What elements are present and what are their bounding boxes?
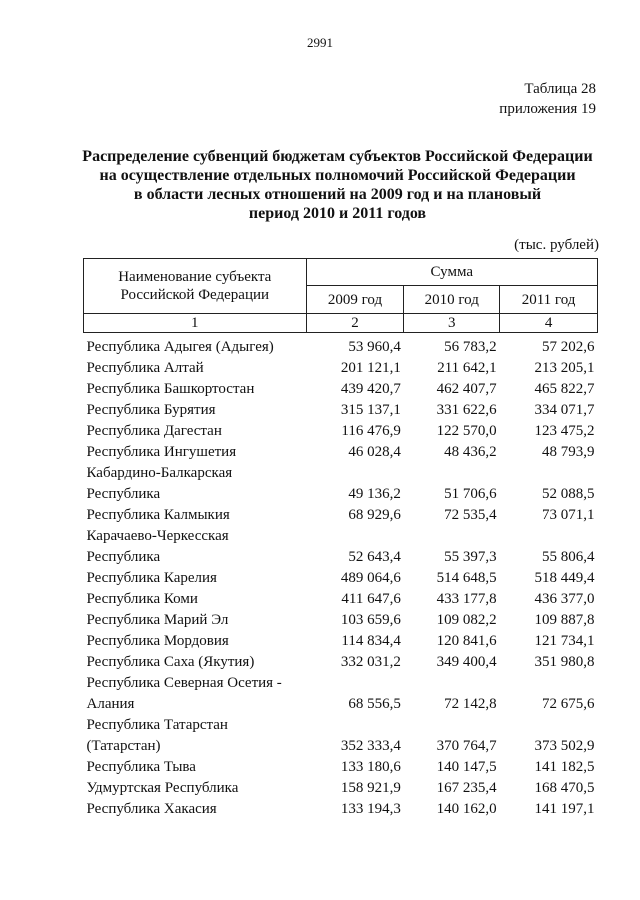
- region-name-line: Республика Татарстан: [86, 717, 228, 733]
- amount-2010-cell: 167 235,4: [436, 780, 497, 796]
- amount-2011-cell: 436 377,0: [534, 591, 595, 607]
- region-name-cell: [84, 358, 307, 379]
- table-row: [84, 505, 598, 526]
- table-row: [84, 526, 598, 568]
- region-name-cell: [84, 421, 307, 442]
- amount-2010-cell: 514 648,5: [436, 570, 497, 586]
- region-name-line: Республика Марий Эл: [86, 612, 229, 628]
- amount-2009-cell: 352 333,4: [340, 738, 401, 754]
- region-name-line: Республика Хакасия: [86, 801, 217, 817]
- region-name-line: Кабардино-Балкарская: [86, 465, 233, 481]
- amount-2011-cell: 109 887,8: [534, 612, 595, 628]
- table-row: [84, 400, 598, 421]
- table-row: [84, 463, 598, 505]
- amount-2009-cell: 133 180,6: [340, 759, 401, 775]
- region-name-cell: [84, 526, 307, 568]
- region-name-line: Республика: [86, 549, 161, 565]
- table-row: [84, 379, 598, 400]
- region-name-line: Республика Тыва: [86, 759, 196, 775]
- table-body: [84, 333, 598, 821]
- amount-2010-cell: 433 177,8: [436, 591, 497, 607]
- column-number: 3: [404, 314, 500, 333]
- table-row: [84, 757, 598, 778]
- title-line: в области лесных отношений на 2009 год и на плановый: [133, 186, 542, 203]
- amount-2011-cell: 123 475,2: [534, 423, 595, 439]
- amount-2009-cell: 116 476,9: [341, 423, 401, 439]
- amount-2011-cell: 168 470,5: [534, 780, 595, 796]
- amount-2010-cell: 140 147,5: [436, 759, 497, 775]
- header-year-2009: 2009 год: [306, 286, 404, 314]
- amount-2010-cell: 349 400,4: [436, 654, 497, 670]
- region-name-cell: [84, 589, 307, 610]
- amount-2010-cell: 51 706,6: [444, 486, 497, 502]
- header-year-2011: 2011 год: [500, 286, 598, 314]
- region-name-cell: [84, 631, 307, 652]
- amount-2009-cell: 489 064,6: [340, 570, 401, 586]
- amount-2011-cell: 57 202,6: [542, 339, 595, 355]
- amount-2011-cell: 213 205,1: [534, 360, 595, 376]
- amount-2009-cell: 315 137,1: [340, 402, 401, 418]
- region-name-line: Карачаево-Черкесская: [86, 528, 229, 544]
- region-name-cell: [84, 442, 307, 463]
- amount-2010-cell: 109 082,2: [436, 612, 497, 628]
- amount-2009-cell: 68 929,6: [348, 507, 401, 523]
- table-row: [84, 778, 598, 799]
- table-row: [84, 673, 598, 715]
- region-name-line: Республика Адыгея (Адыгея): [86, 339, 274, 355]
- table-row: [84, 568, 598, 589]
- subventions-table: [83, 258, 598, 820]
- table-row: [84, 799, 598, 820]
- region-name-line: Удмуртская Республика: [86, 780, 239, 796]
- region-name-cell: [84, 333, 307, 359]
- amount-2010-cell: 331 622,6: [436, 402, 497, 418]
- amount-2010-cell: 55 397,3: [444, 549, 497, 565]
- region-name-cell: [84, 463, 307, 505]
- table-row: [84, 610, 598, 631]
- header-sum: Сумма: [306, 259, 597, 286]
- amount-2011-cell: 55 806,4: [542, 549, 595, 565]
- amount-2011-cell: 52 088,5: [542, 486, 595, 502]
- region-name-line: Республика: [86, 486, 161, 502]
- amount-2009-cell: 68 556,5: [348, 696, 401, 712]
- region-name-line: Республика Калмыкия: [86, 507, 230, 523]
- amount-2009-cell: 158 921,9: [340, 780, 401, 796]
- region-name-cell: [84, 505, 307, 526]
- amount-2011-cell: 72 675,6: [542, 696, 595, 712]
- amount-2011-cell: 334 071,7: [534, 402, 595, 418]
- region-name-line: Республика Коми: [86, 591, 198, 607]
- amount-2010-cell: 72 535,4: [444, 507, 497, 523]
- region-name-cell: [84, 778, 307, 799]
- table-row: [84, 631, 598, 652]
- amount-2009-cell: 439 420,7: [340, 381, 401, 397]
- amount-2009-cell: 53 960,4: [348, 339, 401, 355]
- region-name-line: Республика Ингушетия: [86, 444, 237, 460]
- table-row: [84, 333, 598, 359]
- table-row: [84, 589, 598, 610]
- table-label-line: Таблица 28: [524, 81, 596, 97]
- column-number: 4: [500, 314, 598, 333]
- amount-2010-cell: 122 570,0: [436, 423, 497, 439]
- column-number: 1: [84, 314, 307, 333]
- region-name-cell: [84, 568, 307, 589]
- region-name-cell: [84, 715, 307, 757]
- amount-2011-cell: 141 182,5: [534, 759, 595, 775]
- amount-2011-cell: 518 449,4: [534, 570, 595, 586]
- region-name-cell: [84, 673, 307, 715]
- region-name-line: Республика Северная Осетия -: [86, 675, 282, 691]
- region-name-line: (Татарстан): [86, 738, 161, 754]
- amount-2011-cell: 48 793,9: [542, 444, 595, 460]
- region-name-line: Республика Саха (Якутия): [86, 654, 255, 670]
- amount-2009-cell: 332 031,2: [340, 654, 401, 670]
- region-name-cell: [84, 652, 307, 673]
- amount-2009-cell: 52 643,4: [348, 549, 401, 565]
- amount-2010-cell: 140 162,0: [436, 801, 497, 817]
- amount-2010-cell: 48 436,2: [444, 444, 497, 460]
- title-line: период 2010 и 2011 годов: [248, 205, 427, 222]
- amount-2009-cell: 49 136,2: [348, 486, 401, 502]
- table-row: [84, 358, 598, 379]
- amount-2010-cell: 72 142,8: [444, 696, 497, 712]
- region-name-line: Республика Башкортостан: [86, 381, 255, 397]
- table-row: [84, 652, 598, 673]
- header-region-line: Российской Федерации: [120, 287, 270, 303]
- header-region-name: [84, 259, 307, 314]
- region-name-line: Республика Алтай: [86, 360, 204, 376]
- page-number: 2991: [307, 35, 333, 50]
- amount-2009-cell: 114 834,4: [341, 633, 401, 649]
- amount-2009-cell: 201 121,1: [340, 360, 401, 376]
- amount-2009-cell: 103 659,6: [340, 612, 401, 628]
- amount-2009-cell: 411 647,6: [341, 591, 401, 607]
- title-line: Распределение субвенций бюджетам субъектов Российской Федерации: [82, 148, 593, 165]
- table-row: [84, 421, 598, 442]
- amount-2009-cell: 133 194,3: [340, 801, 401, 817]
- amount-2011-cell: 121 734,1: [534, 633, 595, 649]
- amount-2010-cell: 56 783,2: [444, 339, 497, 355]
- table-label: [499, 79, 596, 119]
- column-number: 2: [306, 314, 404, 333]
- amount-2011-cell: 373 502,9: [534, 738, 595, 754]
- amount-2011-cell: 351 980,8: [534, 654, 595, 670]
- region-name-cell: [84, 610, 307, 631]
- region-name-cell: [84, 799, 307, 820]
- region-name-line: Республика Бурятия: [86, 402, 216, 418]
- header-year-2010: 2010 год: [404, 286, 500, 314]
- amount-2011-cell: 465 822,7: [534, 381, 595, 397]
- amount-2011-cell: 73 071,1: [542, 507, 595, 523]
- amount-2010-cell: 120 841,6: [436, 633, 497, 649]
- title-line: на осуществление отдельных полномочий Российской Федерации: [99, 167, 576, 184]
- amount-2010-cell: 211 642,1: [437, 360, 497, 376]
- region-name-line: Алания: [86, 696, 135, 712]
- amount-2009-cell: 46 028,4: [348, 444, 401, 460]
- region-name-line: Республика Мордовия: [86, 633, 229, 649]
- region-name-cell: [84, 400, 307, 421]
- header-region-line: Наименование субъекта: [118, 269, 272, 285]
- amount-2011-cell: 141 197,1: [534, 801, 595, 817]
- amount-2010-cell: 462 407,7: [436, 381, 497, 397]
- region-name-line: Республика Дагестан: [86, 423, 222, 439]
- appendix-label-line: приложения 19: [499, 101, 596, 117]
- table-row: [84, 442, 598, 463]
- document-title: [60, 147, 615, 223]
- region-name-line: Республика Карелия: [86, 570, 217, 586]
- amount-2010-cell: 370 764,7: [436, 738, 497, 754]
- region-name-cell: [84, 757, 307, 778]
- region-name-cell: [84, 379, 307, 400]
- table-row: [84, 715, 598, 757]
- units-label: (тыс. рублей): [514, 237, 599, 253]
